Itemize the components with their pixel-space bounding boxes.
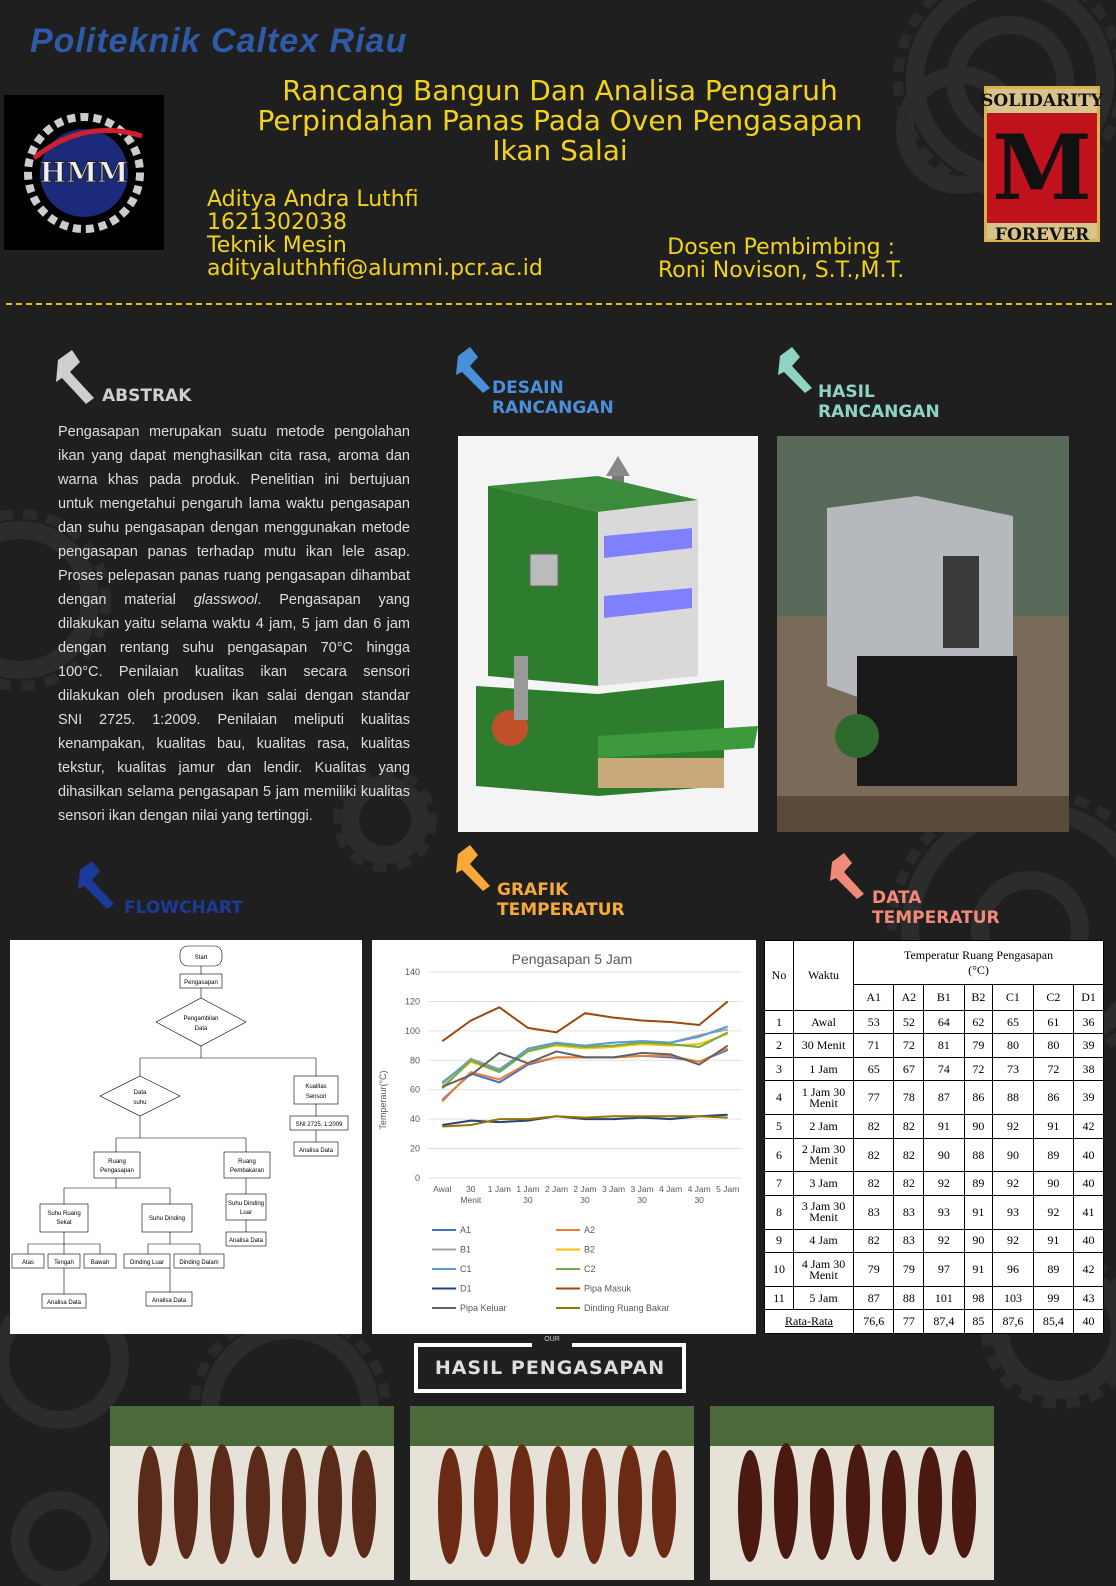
x-tick-label: 2 Jam <box>544 1184 569 1194</box>
legend-label: A2 <box>584 1225 596 1235</box>
oven-photo-graphic <box>777 436 1069 832</box>
waktu-header: Waktu <box>794 941 854 1011</box>
x-tick-label: 2 Jam <box>573 1184 597 1194</box>
svg-text:Atas: Atas <box>21 1260 35 1266</box>
y-tick-label: 80 <box>409 1055 420 1066</box>
x-tick-label: 3 Jam <box>630 1184 654 1194</box>
data-heading: DATA TEMPERATUR <box>872 888 1000 928</box>
chart-ylabel: Temperaur(°C) <box>378 1070 388 1130</box>
svg-text:Data: Data <box>133 1090 147 1096</box>
wrench-icon <box>74 858 129 913</box>
group-header: Temperatur Ruang Pengasapan (°C) <box>854 941 1104 985</box>
author-block <box>207 188 543 280</box>
svg-text:Pengambilan: Pengambilan <box>183 1016 219 1022</box>
author-dept: Teknik Mesin <box>207 233 347 258</box>
desain-heading: DESAIN RANCANGAN <box>492 378 614 418</box>
header-divider <box>6 303 1112 305</box>
svg-text:Analisa Data: Analisa Data <box>151 1298 187 1304</box>
x-tick-label: 5 Jam <box>716 1184 740 1194</box>
column-header: D1 <box>1074 985 1104 1011</box>
wrench-icon <box>774 344 824 394</box>
svg-text:Analisa Data: Analisa Data <box>46 1300 82 1306</box>
m-letter: M <box>987 113 1097 223</box>
abstract-text: Pengasapan merupakan suatu metode pengolahan ikan yang dapat menghasilkan cita rasa, aroma dan warna khas pada produk. Penelitian ini bertujuan untuk mengetahui pengaruh lama waktu pengasapan dan suhu pengasapan dengan menggunakan metode pengasapan panas terhadap mutu ikan lele asap. Proses pelepasan panas ruang pengasapan dihambat dengan material glasswool. Pengasapan yang dilakukan yaitu selama waktu 4 jam, 5 jam dan 6 jam dengan rentang suhu pengasapan 70°C hingga 100°C. Penilaian kualitas ikan secara sensori dilakukan oleh produsen ikan salai dengan standar SNI 2725. 1:2009. Penilaian meliputi kualitas kenampakan, kualitas bau, kualitas rasa, kualitas tekstur, kualitas jamur dan lendir. Kualitas yang dihasilkan selama pengasapan 5 jam memiliki kualitas sensori ikan dengan nilai yang tertinggi. <box>58 424 410 824</box>
series-line-pipa-masuk <box>442 1001 727 1041</box>
temperature-table-panel <box>764 940 1104 1334</box>
legend-label: C2 <box>584 1264 596 1274</box>
svg-text:suhu: suhu <box>133 1100 147 1106</box>
svg-text:Luar: Luar <box>239 1210 253 1216</box>
institution-name: Politeknik Caltex Riau <box>30 22 408 60</box>
svg-text:Pengasapan: Pengasapan <box>100 1168 134 1174</box>
title-line: Rancang Bangun Dan Analisa Pengaruh <box>282 74 838 107</box>
series-line-c1 <box>442 1026 727 1082</box>
y-tick-label: 40 <box>409 1114 420 1125</box>
our-label: OUR <box>532 1336 572 1350</box>
y-tick-label: 20 <box>409 1143 420 1154</box>
temperature-table <box>764 940 1104 1334</box>
x-tick-label: 4 Jam <box>659 1184 683 1194</box>
column-header: A1 <box>854 985 894 1011</box>
supervisor-label: Dosen Pembimbing : <box>667 235 895 260</box>
grafik-heading: GRAFIK TEMPERATUR <box>497 880 625 920</box>
temperature-line-chart <box>372 940 756 1334</box>
chart-title: Pengasapan 5 Jam <box>511 951 633 967</box>
table-row: 7 3 Jam 82 82 92 89 92 90 40 <box>765 1172 1104 1195</box>
wrench-icon <box>50 346 110 406</box>
svg-text:Analisa Data: Analisa Data <box>298 1148 334 1154</box>
average-row: Rata-Rata 76,6 77 87,4 85 87,6 85,4 40 <box>765 1310 1104 1334</box>
title-line: Ikan Salai <box>492 134 628 167</box>
legend-label: A1 <box>460 1225 472 1235</box>
y-tick-label: 0 <box>414 1173 420 1183</box>
legend-label: D1 <box>460 1283 472 1294</box>
forever-text: FOREVER <box>994 225 1090 245</box>
table-row: 10 4 Jam 30 Menit 79 79 97 91 96 89 42 <box>765 1253 1104 1287</box>
svg-text:Ruang: Ruang <box>238 1159 256 1165</box>
table-row: 2 30 Menit 71 72 81 79 80 80 39 <box>765 1034 1104 1057</box>
legend-label: B1 <box>460 1244 472 1255</box>
legend-label: Pipa Masuk <box>584 1283 632 1294</box>
svg-text:Dinding Luar: Dinding Luar <box>129 1260 165 1266</box>
author-email: adityaluthhfi@alumni.pcr.ac.id <box>207 256 543 281</box>
supervisor-block <box>658 236 904 282</box>
y-tick-label: 120 <box>404 996 420 1007</box>
column-header: B1 <box>924 985 964 1011</box>
fish-photo-graphic <box>410 1406 694 1580</box>
y-tick-label: 60 <box>409 1084 420 1095</box>
x-tick-label: 30 <box>637 1195 647 1205</box>
supervisor-name: Roni Novison, S.T.,M.T. <box>658 258 905 283</box>
svg-text:Dinding Dalam: Dinding Dalam <box>179 1260 219 1266</box>
flowchart-panel <box>10 940 362 1334</box>
table-row: 1 Awal 53 52 64 62 65 61 36 <box>765 1011 1104 1034</box>
wrench-icon <box>452 842 502 892</box>
svg-text:SNI 2725. 1:2009: SNI 2725. 1:2009 <box>295 1122 343 1128</box>
flowchart-heading: FLOWCHART <box>124 898 243 918</box>
column-header: A2 <box>894 985 924 1011</box>
x-tick-label: Awal <box>433 1184 452 1194</box>
svg-text:Ruang: Ruang <box>108 1159 126 1165</box>
temperature-chart-panel <box>372 940 756 1334</box>
hasil-heading: HASIL RANCANGAN <box>818 382 940 422</box>
svg-text:Kualitas: Kualitas <box>305 1084 327 1090</box>
x-tick-label: 1 Jam <box>487 1184 511 1194</box>
hmm-letters: HMM <box>39 155 129 189</box>
smoked-fish-photo-2 <box>410 1406 694 1580</box>
svg-text:Tengah: Tengah <box>54 1260 74 1266</box>
flowchart-diagram <box>10 940 362 1334</box>
x-tick-label: 30 <box>694 1195 704 1205</box>
fish-photo-graphic <box>710 1406 994 1580</box>
svg-text:Sensori: Sensori <box>305 1094 327 1100</box>
oven-cad-render <box>458 436 758 832</box>
hmm-logo <box>4 95 164 250</box>
table-row: 5 2 Jam 82 82 91 90 92 91 42 <box>765 1115 1104 1138</box>
abstrak-heading: ABSTRAK <box>102 386 192 406</box>
svg-text:Suhu Dinding: Suhu Dinding <box>227 1201 265 1207</box>
author-name: Aditya Andra Luthfi <box>207 187 419 212</box>
svg-text:Sekat: Sekat <box>56 1220 72 1226</box>
svg-text:Suhu Dinding: Suhu Dinding <box>148 1216 186 1222</box>
table-row: 4 1 Jam 30 Menit 77 78 87 86 88 86 39 <box>765 1081 1104 1115</box>
oven-photo <box>777 436 1069 832</box>
title-line: Perpindahan Panas Pada Oven Pengasapan <box>257 104 863 137</box>
design-render-image <box>458 436 758 832</box>
svg-text:Pengasapan: Pengasapan <box>184 980 218 986</box>
column-header: C1 <box>993 985 1033 1011</box>
x-tick-label: 30 <box>523 1195 533 1205</box>
table-row: 6 2 Jam 30 Menit 82 82 90 88 90 89 40 <box>765 1138 1104 1172</box>
x-tick-label: 4 Jam <box>687 1184 711 1194</box>
svg-text:Start: Start <box>194 955 208 961</box>
column-header: C2 <box>1033 985 1073 1011</box>
x-tick-label: 30 <box>466 1184 476 1194</box>
x-tick-label: Menit <box>460 1195 482 1205</box>
wrench-icon <box>826 850 876 900</box>
legend-label: Dinding Ruang Bakar <box>584 1303 670 1313</box>
solidarity-text: SOLIDARITY <box>981 91 1103 111</box>
x-tick-label: 1 Jam <box>516 1184 540 1194</box>
svg-text:Bawah: Bawah <box>90 1260 110 1266</box>
legend-label: Pipa Keluar <box>460 1303 507 1313</box>
svg-text:Data: Data <box>194 1026 208 1032</box>
svg-text:Suhu Ruang: Suhu Ruang <box>47 1211 81 1217</box>
x-tick-label: 30 <box>580 1195 590 1205</box>
y-tick-label: 140 <box>404 967 420 977</box>
table-row: 8 3 Jam 30 Menit 83 83 93 91 93 92 41 <box>765 1195 1104 1229</box>
table-row: 3 1 Jam 65 67 74 72 73 72 38 <box>765 1057 1104 1080</box>
smoked-fish-photo-3 <box>710 1406 994 1580</box>
table-row: 9 4 Jam 82 83 92 90 92 91 40 <box>765 1229 1104 1252</box>
hasil-pengasapan-banner: HASIL PENGASAPAN <box>414 1343 686 1393</box>
hmm-emblem <box>14 108 154 238</box>
table-row: 11 5 Jam 87 88 101 98 103 99 43 <box>765 1286 1104 1309</box>
smoked-fish-photo-1 <box>110 1406 394 1580</box>
legend-label: B2 <box>584 1244 596 1255</box>
solidarity-logo <box>981 86 1103 245</box>
author-nim: 1621302038 <box>207 210 347 235</box>
column-header: B2 <box>964 985 993 1011</box>
svg-text:Pembakaran: Pembakaran <box>229 1168 265 1174</box>
svg-text:Analisa Data: Analisa Data <box>228 1238 264 1244</box>
poster-title <box>200 76 920 166</box>
fish-photo-graphic <box>110 1406 394 1580</box>
no-header: No <box>765 941 794 1011</box>
y-tick-label: 100 <box>404 1025 420 1036</box>
legend-label: C1 <box>460 1264 472 1274</box>
x-tick-label: 3 Jam <box>601 1184 626 1194</box>
